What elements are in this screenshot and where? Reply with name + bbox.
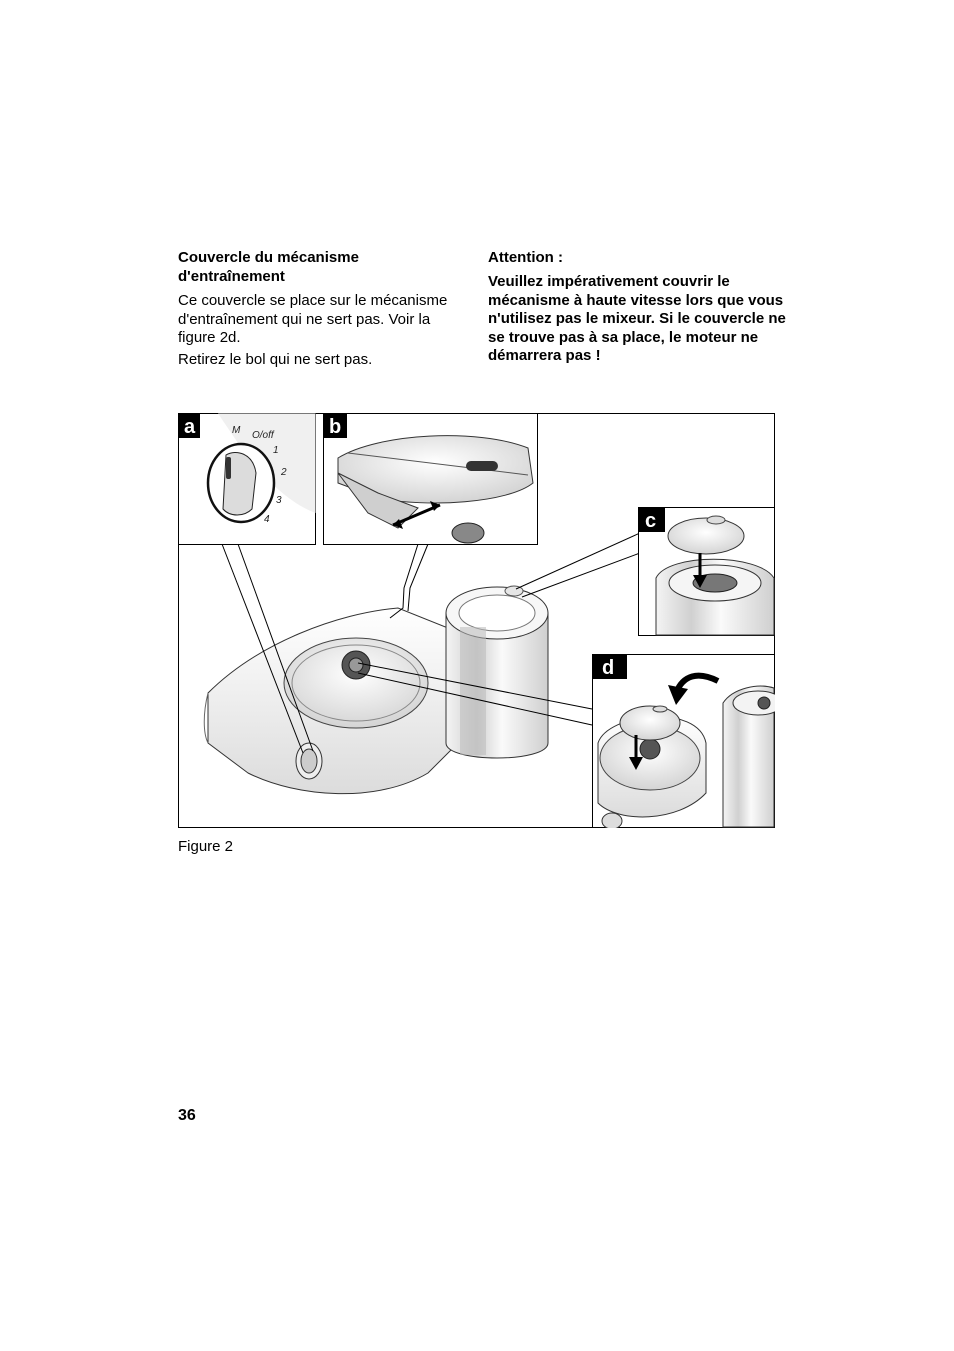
panel-label-c: c: [645, 510, 657, 532]
body-paragraph: Ce couvercle se place sur le mécanisme d'entraînement qui ne sert pas. Voir la figure 2d.: [178, 292, 448, 346]
panel-c: [639, 508, 775, 636]
left-column: [178, 248, 468, 372]
right-column: [488, 248, 788, 366]
section-heading: Couvercle du mécanisme d'entraînement: [178, 249, 359, 285]
dial-mark-1: 1: [273, 445, 279, 456]
panel-label-b: b: [329, 416, 342, 438]
dial-mark-4: 4: [264, 514, 270, 525]
dial-mark-3: 3: [276, 495, 282, 506]
dial-mark-off: O/off: [252, 430, 274, 441]
panel-a: [178, 414, 316, 545]
page-number: 36: [178, 1107, 196, 1124]
dial-mark-2: 2: [281, 467, 287, 478]
panel-label-d: d: [602, 657, 615, 679]
figure-illustration: [178, 413, 775, 828]
figure-2: [178, 413, 775, 828]
panel-d: [593, 655, 776, 829]
attention-heading: Attention :: [488, 249, 563, 266]
dial-mark-m: M: [232, 425, 241, 436]
panel-b: [323, 414, 538, 545]
figure-caption: Figure 2: [178, 838, 234, 855]
panel-label-a: a: [184, 416, 196, 438]
body-paragraph: Retirez le bol qui ne sert pas.: [178, 350, 373, 368]
warning-paragraph: Veuillez impérativement couvrir le mécanisme à haute vitesse lors que vous n'utilisez pas le mixeur. Si le couvercle ne se trouve pas à sa place, le moteur ne démarrera pas !: [488, 273, 786, 365]
